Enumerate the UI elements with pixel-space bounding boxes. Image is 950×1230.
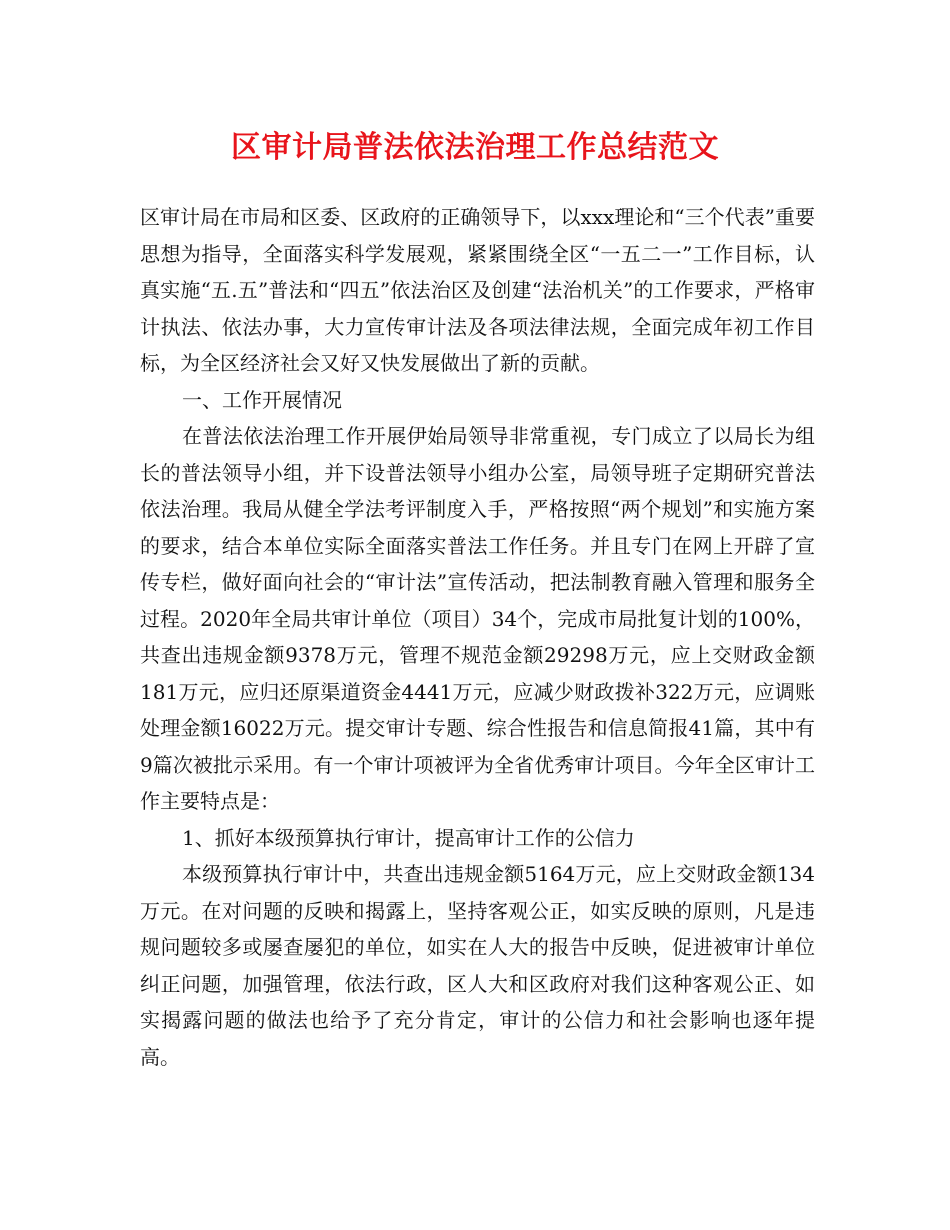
document-body: [140, 199, 815, 1075]
intro-paragraph: 区审计局在市局和区委、区政府的正确领导下，以xxx理论和“三个代表”重要思想为指导，全面落实科学发展观，紧紧围绕全区“一五二一”工作目标，认真实施“五.五”普法和“四五”依法治区及创建“法治机关”的工作要求，严格审计执法、依法办事，大力宣传审计法及各项法律法规，全面完成年初工作目标，为全区经济社会又好又快发展做出了新的贡献。: [140, 205, 815, 375]
budget-audit-paragraph: 本级预算执行审计中，共查出违规金额5164万元，应上交财政金额134万元。在对问题的反映和揭露上，坚持客观公正，如实反映的原则，凡是违规问题较多或屡查屡犯的单位，如实在人大的报告中反映，促进被审计单位纠正问题，加强管理，依法行政，区人大和区政府对我们这种客观公正、如实揭露问题的做法也给予了充分肯定，审计的公信力和社会影响也逐年提高。: [140, 862, 815, 1069]
subsection-heading-budget-audit: 1、抓好本级预算执行审计，提高审计工作的公信力: [182, 825, 635, 850]
document-title: 区审计局普法依法治理工作总结范文: [231, 130, 719, 165]
work-progress-paragraph: 在普法依法治理工作开展伊始局领导非常重视，专门成立了以局长为组长的普法领导小组，并下设普法领导小组办公室，局领导班子定期研究普法依法治理。我局从健全学法考评制度入手，严格按照“两个规划”和实施方案的要求，结合本单位实际全面落实普法工作任务。并且专门在网上开辟了宣传专栏，做好面向社会的“审计法”宣传活动，把法制教育融入管理和服务全过程。2020年全局共审计单位（项目）34个，完成市局批复计划的100%，共查出违规金额9378万元，管理不规范金额29298万元，应上交财政金额181万元，应归还原渠道资金4441万元，应减少财政拨补322万元，应调账处理金额16022万元。提交审计专题、综合性报告和信息简报41篇，其中有9篇次被批示采用。有一个审计项被评为全省优秀审计项目。今年全区审计工作主要特点是：: [140, 424, 815, 813]
section-heading-work-progress: 一、工作开展情况: [182, 387, 342, 412]
